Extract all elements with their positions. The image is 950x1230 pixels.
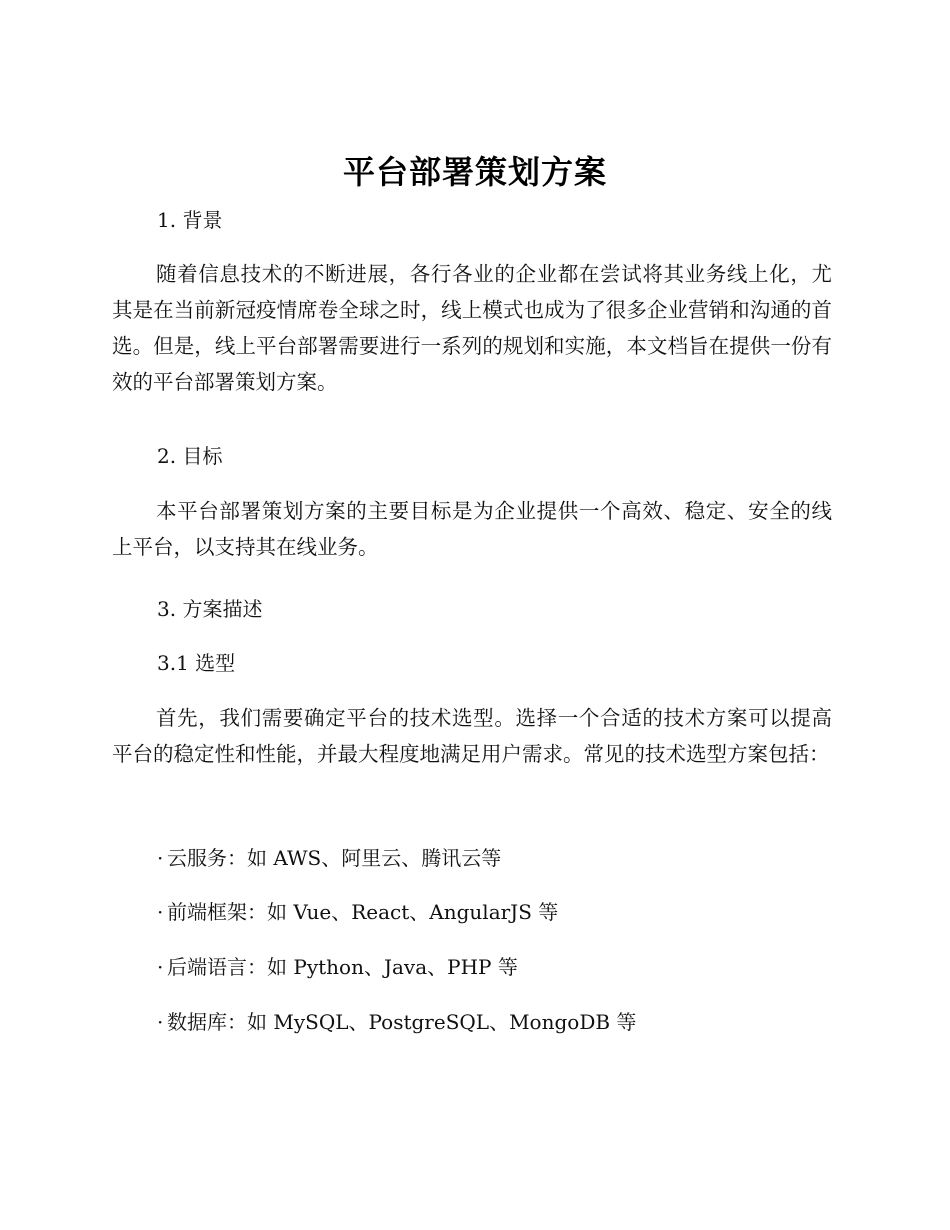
- bullet-marker: ·: [157, 955, 164, 979]
- list-item: [157, 953, 518, 981]
- list-item-text: 前端框架：如 Vue、React、AngularJS 等: [167, 900, 559, 924]
- section-paragraph-goal: 本平台部署策划方案的主要目标是为企业提供一个高效、稳定、安全的线上平台，以支持其在线业务。: [112, 499, 832, 559]
- list-item-text: 云服务：如 AWS、阿里云、腾讯云等: [167, 846, 502, 870]
- list-item-text: 后端语言：如 Python、Java、PHP 等: [167, 955, 518, 979]
- document-title: 平台部署策划方案: [342, 153, 607, 191]
- section-heading-plan: 3. 方案描述: [157, 597, 263, 621]
- section-heading-goal: 2. 目标: [157, 444, 223, 468]
- section-paragraph-background: 随着信息技术的不断进展，各行各业的企业都在尝试将其业务线上化，尤其是在当前新冠疫情席卷全球之时，线上模式也成为了很多企业营销和沟通的首选。但是，线上平台部署需要进行一系列的规划和实施，本文档旨在提供一份有效的平台部署策划方案。: [112, 262, 832, 394]
- list-item: [157, 844, 501, 872]
- section-heading-background: 1. 背景: [157, 208, 223, 232]
- bullet-marker: ·: [157, 846, 164, 870]
- list-item-text: 数据库：如 MySQL、PostgreSQL、MongoDB 等: [167, 1010, 637, 1034]
- list-item: [157, 1008, 636, 1036]
- section-paragraph-selection: 首先，我们需要确定平台的技术选型。选择一个合适的技术方案可以提高平台的稳定性和性能，并最大程度地满足用户需求。常见的技术选型方案包括：: [112, 706, 832, 766]
- list-item: [157, 898, 558, 926]
- bullet-marker: ·: [157, 1010, 164, 1034]
- bullet-marker: ·: [157, 900, 164, 924]
- subsection-heading-selection: 3.1 选型: [157, 651, 236, 675]
